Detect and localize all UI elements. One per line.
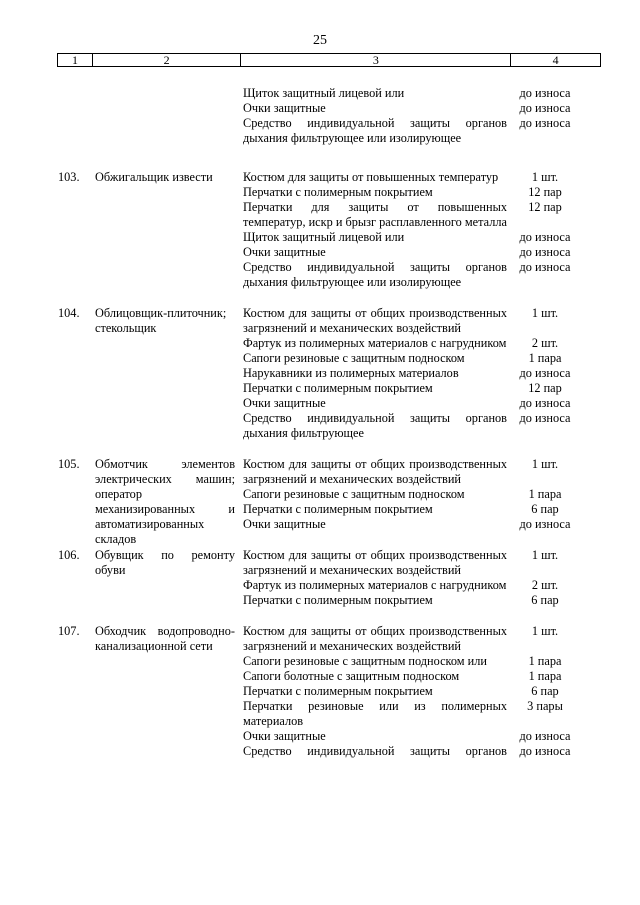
item-name: Щиток защитный лицевой или: [243, 230, 405, 244]
item-name: Перчатки с полимерным покрытием: [243, 185, 433, 199]
item-name: Очки защитные: [243, 245, 326, 259]
item-name: Сапоги резиновые с защитным подноском: [243, 487, 465, 501]
entry-number: 106.: [58, 548, 80, 562]
list-item: [243, 200, 583, 230]
item-qty: 2 шт.: [531, 578, 559, 592]
item-qty: 1 шт.: [531, 306, 559, 320]
item-qty: до износа: [519, 230, 571, 244]
list-item: [243, 684, 583, 699]
entry-105: [0, 457, 640, 546]
item-qty: 1 пара: [528, 669, 562, 683]
occupation: Обходчик водопроводно-канализационной сети: [95, 624, 235, 653]
item-name: Перчатки с полимерным покрытием: [243, 381, 433, 395]
item-qty: 6 пар: [531, 684, 559, 698]
entry-number: 103.: [58, 170, 80, 184]
item-qty: 2 шт.: [531, 336, 559, 350]
list-item: [243, 86, 583, 101]
item-name: Сапоги резиновые с защитным подноском: [243, 351, 465, 365]
item-qty: до износа: [519, 86, 571, 100]
item-name: Перчатки резиновые или из полимерных материалов: [243, 699, 507, 728]
item-name: Сапоги болотные с защитным подноском: [243, 669, 460, 683]
item-name: Сапоги резиновые с защитным подноском или: [243, 654, 487, 668]
list-item: [243, 336, 583, 351]
item-list: [243, 548, 583, 608]
occupation: Обмотчик элементов электрических машин; оператор механизированных и автоматизированных складов: [95, 457, 235, 546]
item-name: Фартук из полимерных материалов с нагрудником: [243, 578, 507, 592]
item-name: Перчатки с полимерным покрытием: [243, 684, 433, 698]
entry-104: [0, 306, 640, 441]
list-item: [243, 411, 583, 441]
list-item: [243, 170, 583, 185]
item-name: Костюм для защиты от общих производственных загрязнений и механических воздействий: [243, 548, 507, 577]
list-item: [243, 593, 583, 608]
list-item: [243, 487, 583, 502]
table-body: [0, 86, 640, 775]
item-name: Костюм для защиты от повышенных температур: [243, 170, 499, 184]
continuation-entry: [0, 86, 640, 146]
item-qty: 1 пара: [528, 487, 562, 501]
item-list: [243, 457, 583, 532]
item-qty: до износа: [519, 245, 571, 259]
occupation: Обжигальщик извести: [95, 170, 213, 184]
list-item: [243, 729, 583, 744]
list-item: [243, 669, 583, 684]
list-item: [243, 185, 583, 200]
list-item: [243, 381, 583, 396]
item-qty: 1 пара: [528, 351, 562, 365]
list-item: [243, 517, 583, 532]
list-item: [243, 101, 583, 116]
list-item: [243, 260, 583, 290]
header-col-2: 2: [93, 54, 241, 66]
page-number: 25: [313, 33, 327, 48]
entry-103: [0, 170, 640, 290]
item-name: Очки защитные: [243, 729, 326, 743]
item-qty: до износа: [519, 744, 571, 758]
list-item: [243, 744, 583, 759]
item-list: [243, 86, 583, 146]
header-col-3: 3: [241, 54, 511, 66]
item-qty: 1 шт.: [531, 624, 559, 638]
occupation: Облицовщик-плиточник; стекольщик: [95, 306, 227, 335]
list-item: [243, 457, 583, 487]
item-qty: 1 шт.: [531, 548, 559, 562]
item-name: Фартук из полимерных материалов с нагрудником: [243, 336, 507, 350]
list-item: [243, 699, 583, 729]
item-qty: до износа: [519, 411, 571, 425]
entry-number: 104.: [58, 306, 80, 320]
list-item: [243, 624, 583, 654]
item-qty: до износа: [519, 260, 571, 274]
item-name: Нарукавники из полимерных материалов: [243, 366, 459, 380]
item-name: Средство индивидуальной защиты органов: [243, 744, 507, 758]
list-item: [243, 306, 583, 336]
item-name: Перчатки для защиты от повышенных температур, искр и брызг расплавленного металла: [243, 200, 507, 229]
item-list: [243, 170, 583, 290]
item-qty: 1 пара: [528, 654, 562, 668]
item-name: Средство индивидуальной защиты органов дыхания фильтрующее: [243, 411, 507, 440]
item-name: Перчатки с полимерным покрытием: [243, 593, 433, 607]
table-header: [57, 53, 601, 67]
item-name: Очки защитные: [243, 101, 326, 115]
entry-number: 107.: [58, 624, 80, 638]
item-name: Очки защитные: [243, 396, 326, 410]
item-qty: 12 пар: [528, 381, 562, 395]
item-list: [243, 306, 583, 441]
occupation: Обувщик по ремонту обуви: [95, 548, 235, 577]
item-name: Костюм для защиты от общих производственных загрязнений и механических воздействий: [243, 306, 507, 335]
list-item: [243, 548, 583, 578]
item-name: Костюм для защиты от общих производственных загрязнений и механических воздействий: [243, 624, 507, 653]
item-name: Средство индивидуальной защиты органов дыхания фильтрующее или изолирующее: [243, 260, 507, 289]
item-qty: 12 пар: [528, 200, 562, 214]
item-name: Костюм для защиты от общих производственных загрязнений и механических воздействий: [243, 457, 507, 486]
item-list: [243, 624, 583, 759]
entry-107: [0, 624, 640, 759]
item-qty: до износа: [519, 396, 571, 410]
list-item: [243, 366, 583, 381]
item-qty: 12 пар: [528, 185, 562, 199]
list-item: [243, 116, 583, 146]
list-item: [243, 396, 583, 411]
item-qty: 1 шт.: [531, 457, 559, 471]
list-item: [243, 502, 583, 517]
list-item: [243, 245, 583, 260]
item-qty: 1 шт.: [531, 170, 559, 184]
list-item: [243, 654, 583, 669]
list-item: [243, 578, 583, 593]
item-name: Перчатки с полимерным покрытием: [243, 502, 433, 516]
item-qty: до износа: [519, 729, 571, 743]
header-col-4: 4: [552, 53, 559, 67]
list-item: [243, 230, 583, 245]
item-name: Средство индивидуальной защиты органов дыхания фильтрующее или изолирующее: [243, 116, 507, 145]
item-qty: 3 пары: [527, 699, 563, 713]
item-qty: до износа: [519, 366, 571, 380]
item-qty: до износа: [519, 101, 571, 115]
list-item: [243, 351, 583, 366]
entry-106: [0, 548, 640, 608]
item-qty: до износа: [519, 116, 571, 130]
item-name: Щиток защитный лицевой или: [243, 86, 405, 100]
item-qty: 6 пар: [531, 502, 559, 516]
entry-number: 105.: [58, 457, 80, 471]
header-col-1: 1: [58, 54, 93, 66]
item-name: Очки защитные: [243, 517, 326, 531]
item-qty: до износа: [519, 517, 571, 531]
item-qty: 6 пар: [531, 593, 559, 607]
